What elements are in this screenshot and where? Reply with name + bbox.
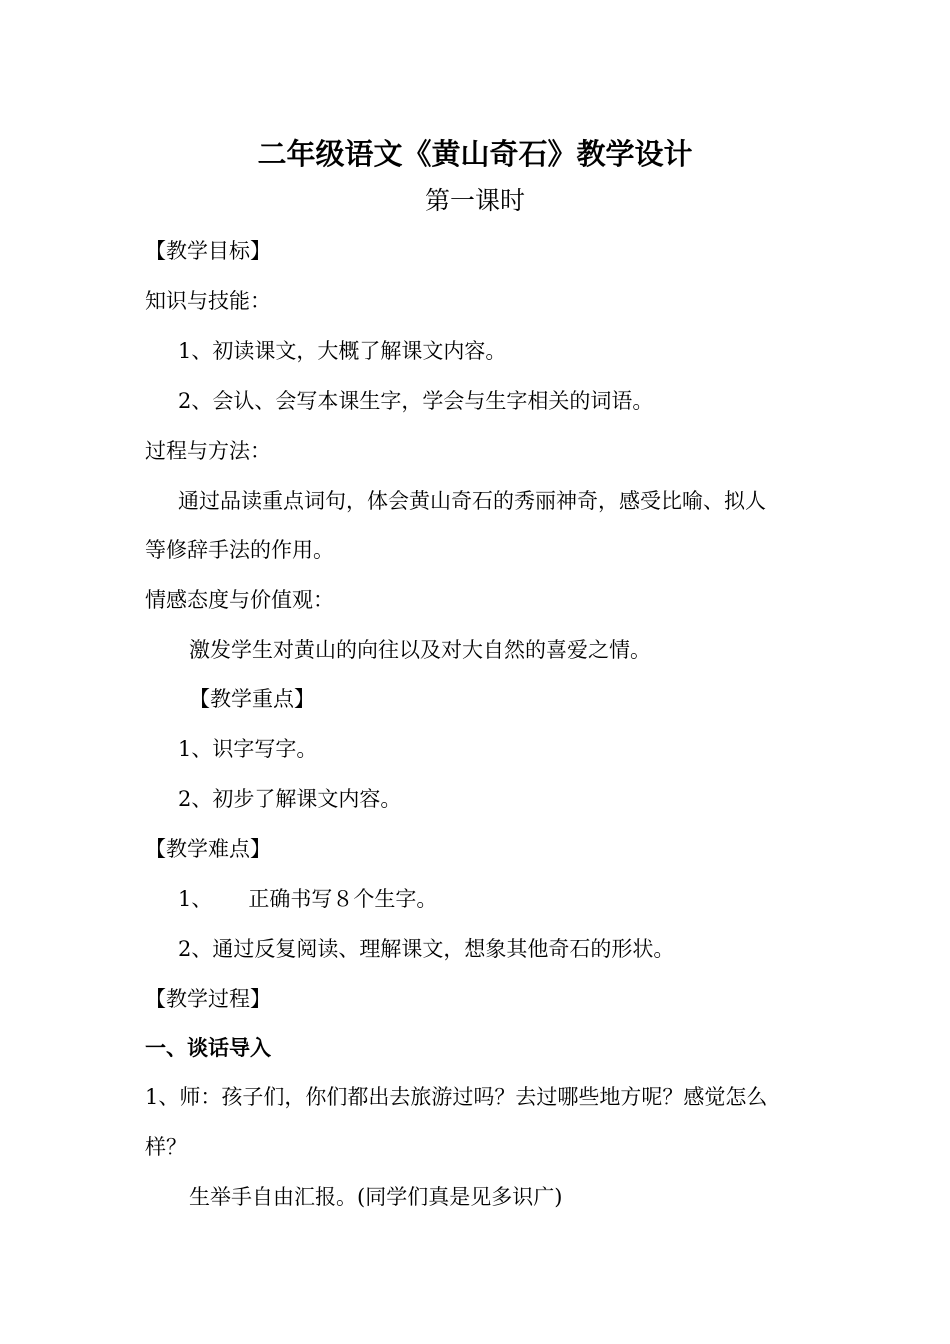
lesson-subtitle: 第一课时 [424, 186, 525, 215]
student-response: 生举手自由汇报。(同学们真是见多识广) [189, 1185, 563, 1209]
section-heading-objectives: 【教学目标】 [145, 239, 271, 263]
difficulty-item-1-text: 正确书写８个生字。 [248, 887, 438, 911]
difficulty-item-2: 2、通过反复阅读、理解课文，想象其他奇石的形状。 [178, 937, 675, 961]
objective-item-1: 1、初读课文，大概了解课文内容。 [178, 339, 507, 363]
difficulty-item-1-number: 1、 [178, 887, 213, 911]
teacher-question-line-1: 1、师：孩子们，你们都出去旅游过吗？去过哪些地方呢？感觉怎么 [145, 1085, 768, 1109]
subheading-process-method: 过程与方法： [145, 439, 271, 463]
key-point-item-1: 1、识字写字。 [178, 737, 318, 761]
emotion-paragraph: 激发学生对黄山的向往以及对大自然的喜爱之情。 [189, 638, 651, 662]
objective-item-2: 2、会认、会写本课生字，学会与生字相关的词语。 [178, 389, 654, 413]
process-paragraph-line-2: 等修辞手法的作用。 [145, 538, 334, 562]
key-point-item-2: 2、初步了解课文内容。 [178, 787, 402, 811]
section-heading-process: 【教学过程】 [145, 987, 271, 1011]
subheading-emotion-values: 情感态度与价值观： [145, 588, 334, 612]
section-heading-key-points: 【教学重点】 [189, 687, 315, 711]
process-paragraph-line-1: 通过品读重点词句，体会黄山奇石的秀丽神奇，感受比喻、拟人 [178, 489, 766, 513]
difficulty-item-1 [178, 887, 437, 911]
section-heading-difficulties: 【教学难点】 [145, 837, 271, 861]
teacher-question-line-2: 样？ [145, 1135, 187, 1159]
subheading-knowledge-skills: 知识与技能： [145, 289, 271, 313]
document-title: 二年级语文《黄山奇石》教学设计 [257, 137, 693, 171]
step-heading-introduction: 一、谈话导入 [145, 1036, 271, 1060]
